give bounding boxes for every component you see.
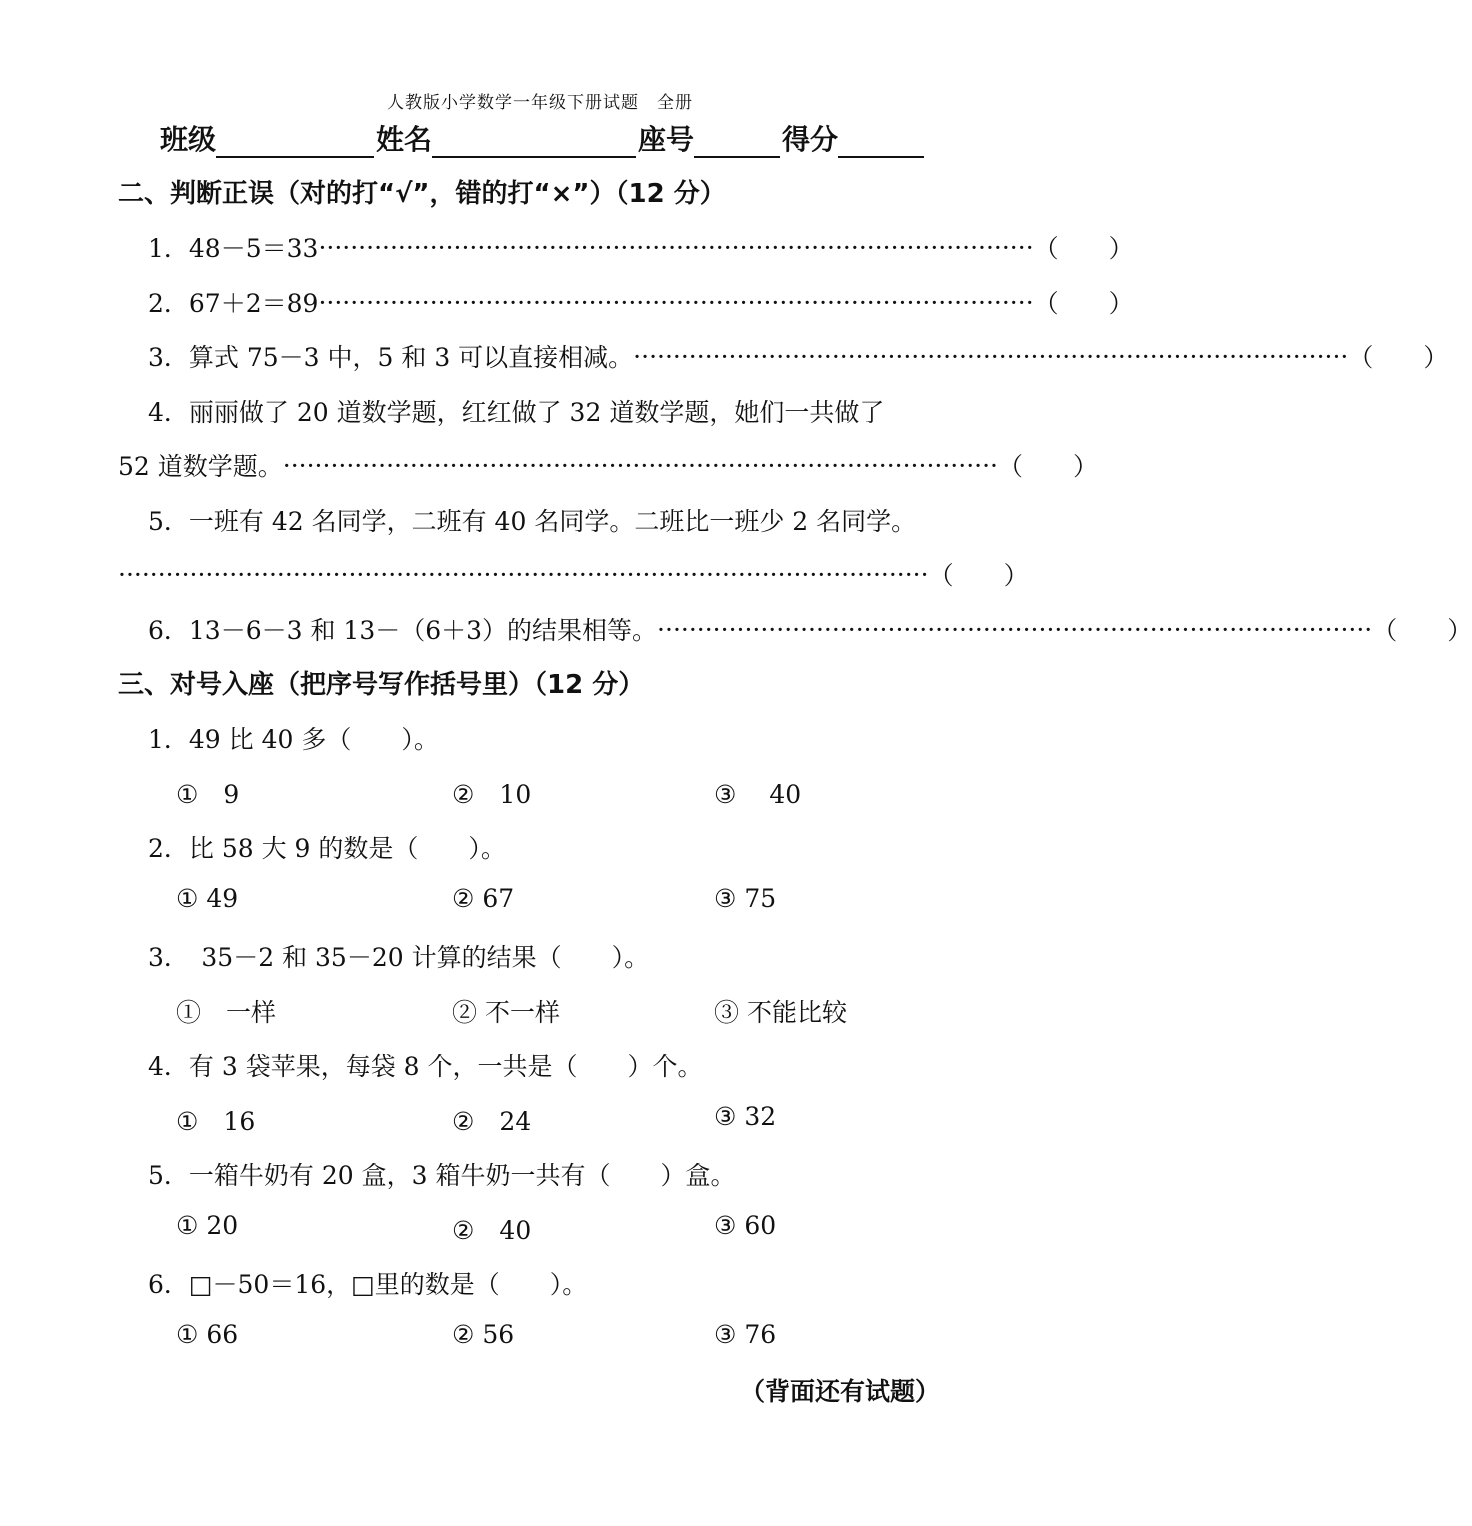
- choice-question-4: 4．有 3 袋苹果，每袋 8 个，一共是（ ）个。: [148, 1052, 703, 1081]
- judge-item-5-line2: [118, 556, 1029, 592]
- judge-item-2: [148, 284, 1134, 320]
- answer-paren[interactable]: （ ）: [1033, 289, 1134, 318]
- class-blank[interactable]: [216, 128, 374, 158]
- choice-option[interactable]: ② 56: [452, 1320, 515, 1349]
- name-blank[interactable]: [432, 128, 636, 158]
- answer-paren[interactable]: （ ）: [928, 561, 1029, 590]
- seat-blank[interactable]: [694, 128, 780, 158]
- score-label: 得分: [782, 123, 839, 156]
- judge-item-text: 6．13－6－3 和 13－（6＋3）的结果相等。: [148, 616, 658, 645]
- answer-paren[interactable]: （ ）: [997, 452, 1098, 481]
- leader-dots: ······································································································: [118, 559, 929, 589]
- choice-option[interactable]: ① 66: [176, 1320, 239, 1349]
- judge-item-3: [148, 338, 1449, 374]
- judge-item-5-line1: [148, 502, 978, 538]
- class-label: 班级: [160, 123, 217, 156]
- choice-option[interactable]: ① 9: [176, 780, 240, 809]
- leader-dots: ··························································································: [657, 614, 1373, 644]
- judge-item-text: 2．67＋2＝89: [148, 289, 319, 318]
- judge-item-4-line2: [118, 447, 1098, 483]
- choice-option[interactable]: ③ 不能比较: [714, 998, 847, 1027]
- answer-paren[interactable]: （ ）: [1348, 343, 1449, 372]
- judge-item-text: 3．算式 75－3 中，5 和 3 可以直接相减。: [148, 343, 634, 372]
- choice-option[interactable]: ② 67: [452, 884, 515, 913]
- choice-question-3: 3． 35－2 和 35－20 计算的结果（ ）。: [148, 943, 650, 972]
- judge-item-6: [148, 611, 1472, 647]
- judge-item-text: 4．丽丽做了 20 道数学题，红红做了 32 道数学题，她们一共做了: [148, 398, 885, 427]
- choice-option[interactable]: ① 16: [176, 1107, 256, 1136]
- name-label: 姓名: [376, 123, 433, 156]
- choice-question-6: 6．□－50＝16，□里的数是（ ）。: [148, 1270, 588, 1299]
- score-blank[interactable]: [838, 128, 924, 158]
- choice-option[interactable]: ③ 76: [714, 1320, 777, 1349]
- choice-question-5: 5．一箱牛奶有 20 盒，3 箱牛奶一共有（ ）盒。: [148, 1161, 736, 1190]
- choice-option[interactable]: ② 不一样: [452, 998, 560, 1027]
- choice-option[interactable]: ① 49: [176, 884, 239, 913]
- choice-question-2: 2．比 58 大 9 的数是（ ）。: [148, 834, 506, 863]
- leader-dots: ··························································································: [633, 341, 1349, 371]
- choice-option[interactable]: ③ 60: [714, 1211, 777, 1240]
- section3-heading: 三、对号入座（把序号写作括号里）（12 分）: [118, 670, 645, 700]
- choice-option[interactable]: ② 24: [452, 1107, 532, 1136]
- seat-label: 座号: [638, 123, 695, 156]
- choice-question-1: 1．49 比 40 多（ ）。: [148, 725, 439, 754]
- judge-item-1: [148, 229, 1134, 265]
- choice-option[interactable]: ③ 32: [714, 1102, 777, 1131]
- judge-item-text: 5．一班有 42 名同学，二班有 40 名同学。二班比一班少 2 名同学。: [148, 507, 917, 536]
- answer-paren[interactable]: （ ）: [1372, 616, 1472, 645]
- judge-item-text: 1．48－5＝33: [148, 234, 319, 263]
- judge-item-text: 52 道数学题。: [118, 452, 283, 481]
- leader-dots: ··························································································: [318, 232, 1034, 262]
- choice-option[interactable]: ③ 40: [714, 780, 802, 809]
- leader-dots: ··························································································: [318, 287, 1034, 317]
- choice-option[interactable]: ② 10: [452, 780, 532, 809]
- section2-heading: 二、判断正误（对的打“√”，错的打“×”）（12 分）: [118, 179, 726, 209]
- leader-dots: ··························································································: [282, 450, 998, 480]
- answer-paren[interactable]: （ ）: [1033, 234, 1134, 263]
- document-title: 人教版小学数学一年级下册试题 全册: [387, 93, 693, 113]
- choice-option[interactable]: ② 40: [452, 1216, 532, 1245]
- choice-option[interactable]: ① 20: [176, 1211, 239, 1240]
- student-info-row: [160, 118, 926, 158]
- choice-option[interactable]: ③ 75: [714, 884, 777, 913]
- choice-option[interactable]: ① 一样: [176, 998, 277, 1027]
- judge-item-4-line1: [148, 393, 968, 429]
- footer-note: （背面还有试题）: [740, 1377, 941, 1406]
